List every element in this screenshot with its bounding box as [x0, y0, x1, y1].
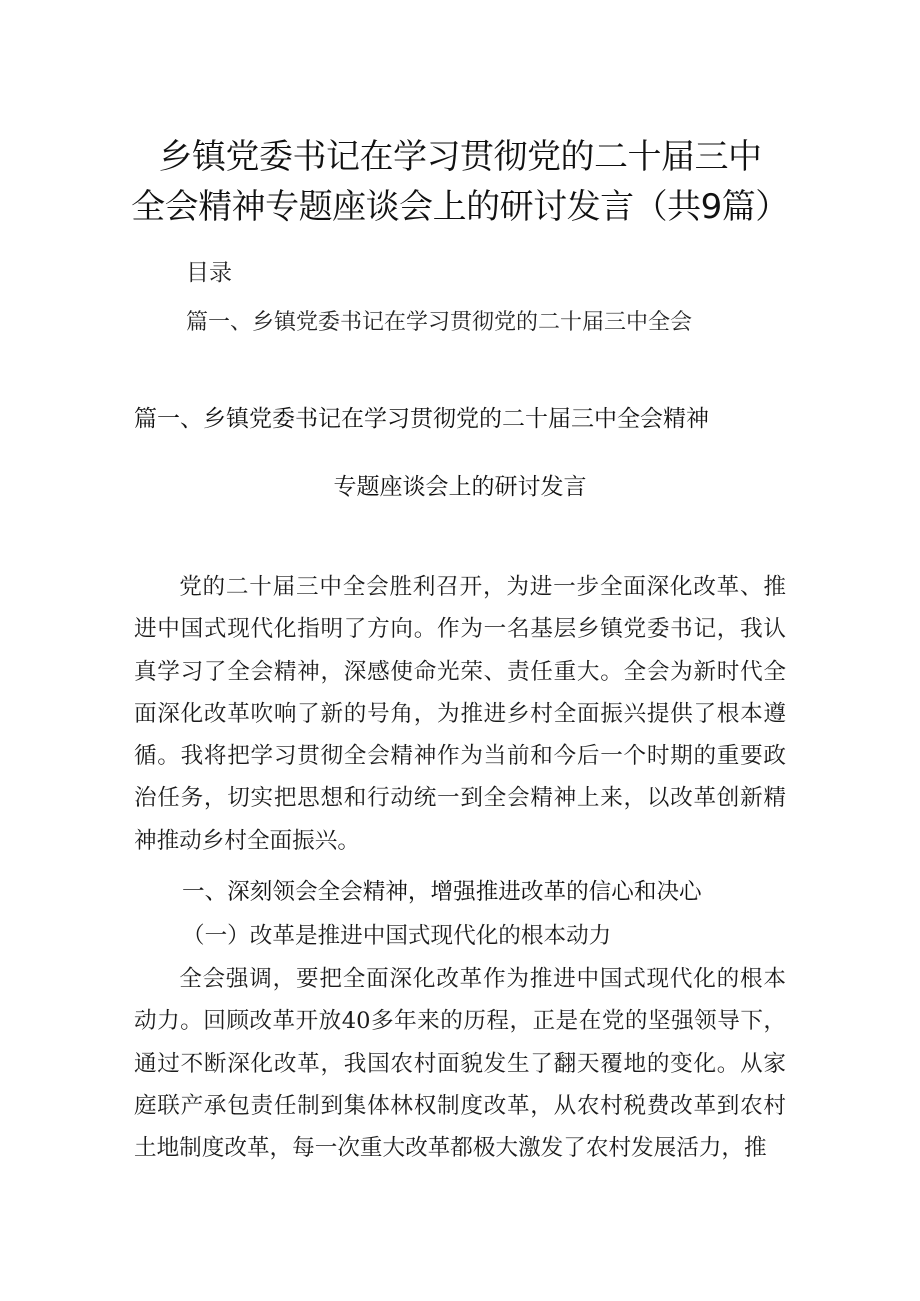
heading-level-1: 一、深刻领会全会精神，增强推进改革的信心和决心: [182, 879, 702, 905]
body-paragraph-2: 全会强调，要把全面深化改革作为推进中国式现代化的根本动力。回顾改革开放40多年来的历程，正是在党的坚强领导下，通过不断深化改革，我国农村面貌发生了翻天覆地的变化。从家庭联产承包责任制到集体林权制度改革，从农村税费改革到农村土地制度改革，每一次重大改革都极大激发了农村发展活力，推: [134, 966, 786, 1162]
body-paragraph-1: 党的二十届三中全会胜利召开，为进一步全面深化改革、推进中国式现代化指明了方向。作为一名基层乡镇党委书记，我认真学习了全会精神，深感使命光荣、责任重大。全会为新时代全面深化改革吹响了新的号角，为推进乡村全面振兴提供了根本遵循。我将把学习贯彻全会精神作为当前和今后一个时期的重要政治任务，切实把思想和行动统一到全会精神上来，以改革创新精神推动乡村全面振兴。: [134, 574, 786, 854]
section-title-line-2: 专题座谈会上的研讨发言: [333, 474, 587, 500]
section-title-line-1: 篇一、乡镇党委书记在学习贯彻党的二十届三中全会精神: [134, 406, 709, 432]
toc-label: 目录: [186, 260, 232, 286]
toc-item-1: 篇一、乡镇党委书记在学习贯彻党的二十届三中全会: [186, 310, 693, 335]
document-title-line-2: 全会精神专题座谈会上的研讨发言（共9篇）: [131, 187, 789, 227]
heading-level-2: （一）改革是推进中国式现代化的根本动力: [182, 923, 612, 949]
document-title-line-1: 乡镇党委书记在学习贯彻党的二十届三中: [158, 137, 762, 177]
